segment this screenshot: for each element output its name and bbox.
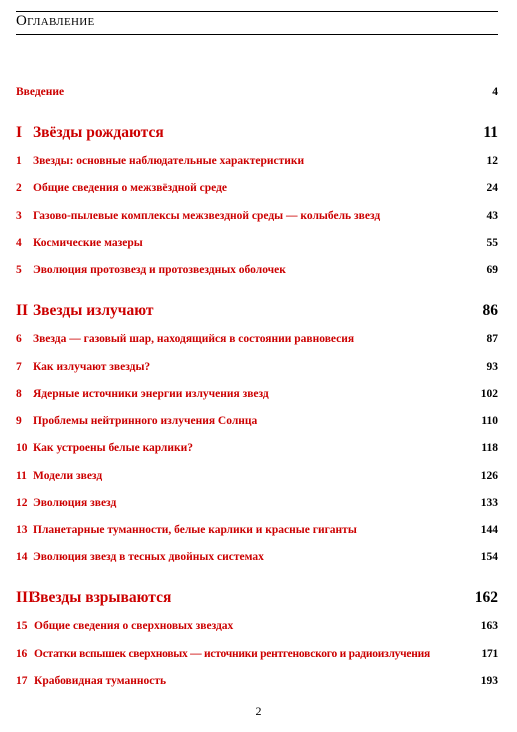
toc-chapter-number: 3 [16,210,22,222]
toc-chapter-page: 126 [480,470,498,482]
toc-chapter-title[interactable]: Эволюция протозвезд и протозвездных оболочек [33,264,286,276]
toc-chapter-title[interactable]: Проблемы нейтринного излучения Солнца [33,415,258,427]
toc-part-number: II [16,302,29,319]
toc-chapter-page: 163 [480,620,498,632]
toc-chapter-title[interactable]: Ядерные источники энергии излучения звезд [33,388,269,400]
toc-chapter-page: 24 [486,182,498,194]
toc-part-1[interactable] [16,124,498,142]
toc-chapter-number: 8 [16,388,22,400]
toc-chapter-number: 4 [16,237,22,249]
toc-chapter-number: 12 [16,497,28,509]
toc-part-title[interactable]: Звёзды рождаются [33,124,164,141]
toc-chapter-number: 5 [16,264,22,276]
toc-chapter-title[interactable]: Крабовидная туманность [34,675,167,687]
toc-chapter-7[interactable] [16,361,498,373]
toc-chapter-number: 17 [16,675,28,687]
toc-chapter-10[interactable] [16,442,498,454]
toc-chapter-number: 16 [16,648,27,660]
toc-entry-intro[interactable] [16,86,498,98]
toc-chapter-title[interactable]: Эволюция звезд [33,497,117,509]
toc-chapter-number: 7 [16,361,22,373]
toc-chapter-title[interactable]: Как излучают звезды? [33,361,151,373]
header-rule-top [16,11,498,12]
toc-part-title[interactable]: Звезды излучают [33,302,154,319]
toc-chapter-page: 118 [481,442,498,454]
toc-chapter-number: 1 [16,155,22,167]
toc-chapter-title[interactable]: Планетарные туманности, белые карлики и красные гиганты [33,524,357,536]
toc-chapter-number: 11 [16,470,27,482]
toc-chapter-title[interactable]: Эволюция звезд в тесных двойных системах [33,551,264,563]
toc-part-3[interactable] [16,589,498,607]
toc-chapter-title[interactable]: Газово-пылевые комплексы межзвездной среды — колыбель звезд [33,210,381,222]
toc-chapter-page: 193 [480,675,498,687]
toc-chapter-page: 12 [486,155,498,167]
toc-chapter-page: 154 [480,551,498,563]
toc-chapter-page: 171 [481,648,498,660]
toc-chapter-number: 6 [16,333,22,345]
toc-part-number: I [16,124,23,141]
toc-chapter-page: 55 [486,237,498,249]
toc-part-number: III [16,589,35,606]
toc-chapter-number: 10 [16,442,28,454]
page-title: Оглавление [16,13,95,29]
toc-chapter-17[interactable] [16,675,498,687]
toc-chapter-title[interactable]: Звезды: основные наблюдательные характеристики [33,155,305,167]
toc-chapter-page: 43 [486,210,498,222]
toc-chapter-14[interactable] [16,551,498,563]
toc-part-page: 11 [483,124,498,141]
toc-chapter-number: 13 [16,524,28,536]
toc-chapter-title[interactable]: Общие сведения о сверхновых звездах [34,620,234,632]
toc-entry-title[interactable]: Введение [16,86,65,98]
toc-chapter-page: 69 [486,264,498,276]
toc-chapter-16[interactable] [16,648,498,660]
toc-chapter-1[interactable] [16,155,498,167]
toc-chapter-2[interactable] [16,182,498,194]
toc-chapter-page: 144 [480,524,498,536]
toc-chapter-4[interactable] [16,237,498,249]
toc-chapter-12[interactable] [16,497,498,509]
toc-chapter-8[interactable] [16,388,498,400]
toc-chapter-title[interactable]: Звезда — газовый шар, находящийся в состоянии равновесия [33,333,355,345]
toc-chapter-title[interactable]: Космические мазеры [33,237,143,249]
toc-chapter-11[interactable] [16,470,498,482]
toc-chapter-5[interactable] [16,264,498,276]
toc-chapter-title[interactable]: Общие сведения о межзвёздной среде [33,182,228,194]
toc-chapter-9[interactable] [16,415,498,427]
toc-entry-page: 4 [492,86,498,98]
page-number: 2 [255,704,262,718]
toc-chapter-page: 133 [480,497,498,509]
toc-chapter-3[interactable] [16,210,498,222]
toc-chapter-number: 14 [16,551,28,563]
toc-chapter-13[interactable] [16,524,498,536]
toc-part-title[interactable]: Звезды взрываются [32,589,172,606]
toc-chapter-number: 9 [16,415,22,427]
toc-chapter-6[interactable] [16,333,498,345]
toc-part-page: 162 [474,589,498,606]
toc-chapter-page: 110 [481,415,498,427]
toc-part-2[interactable] [16,302,498,320]
toc-chapter-number: 15 [16,620,28,632]
header-rule-bottom [16,34,498,35]
toc-part-page: 86 [482,302,498,319]
toc-chapter-page: 93 [486,361,498,373]
toc-chapter-15[interactable] [16,620,498,632]
toc-chapter-title[interactable]: Как устроены белые карлики? [33,442,193,454]
toc-chapter-page: 87 [486,333,498,345]
toc-chapter-title[interactable]: Модели звезд [33,470,103,482]
toc-chapter-number: 2 [16,182,22,194]
toc-chapter-page: 102 [480,388,498,400]
toc-chapter-title[interactable]: Остатки вспышек сверхновых — источники рентгеновского и радиоизлучения [34,648,430,660]
